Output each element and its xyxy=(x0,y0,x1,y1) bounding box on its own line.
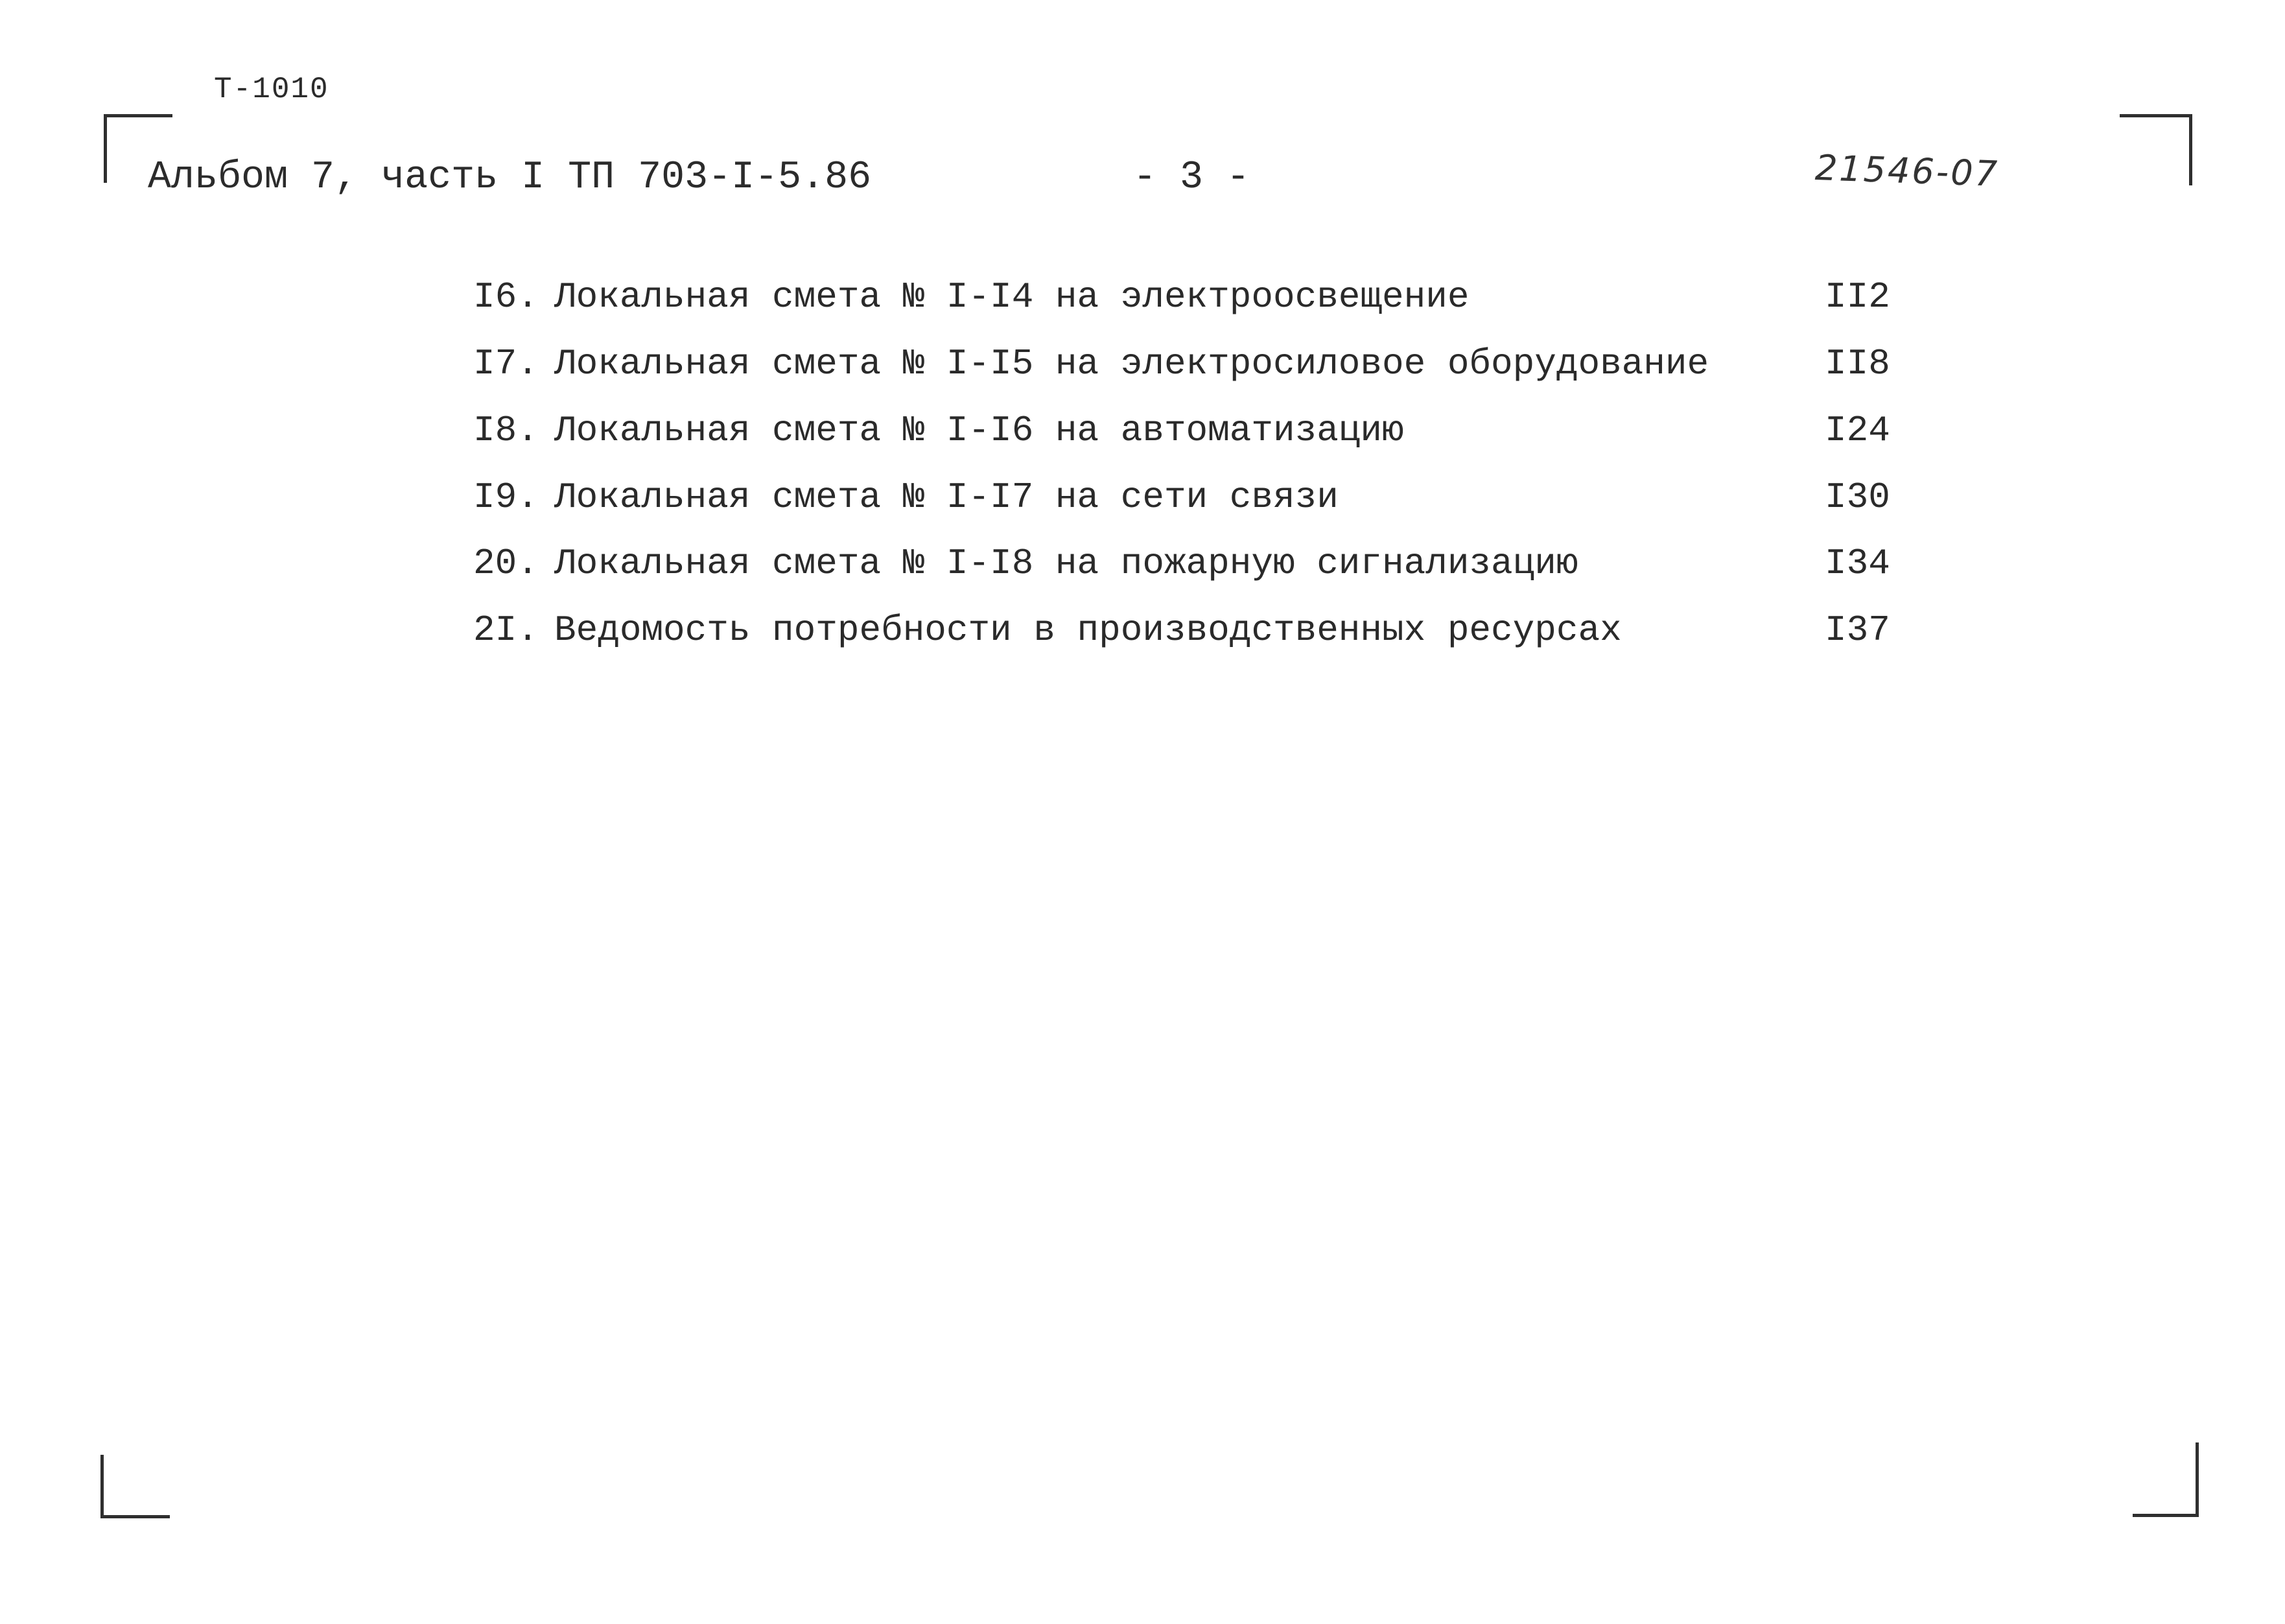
toc-entry xyxy=(0,543,2285,594)
document-stamp: Т-1010 xyxy=(214,73,329,106)
toc-entry-title: Локальная смета № I-I6 на автоматизацию xyxy=(554,410,1404,451)
toc-entry-title: Локальная смета № I-I5 на электросиловое оборудование xyxy=(554,343,1709,384)
toc-entry-number: 20. xyxy=(473,543,539,584)
toc-entry-number: 2I. xyxy=(473,609,539,651)
toc-entry-title: Локальная смета № I-I7 на сети связи xyxy=(554,477,1339,518)
toc-entry-number: I6. xyxy=(473,276,539,318)
toc-entry-page: I34 xyxy=(1825,543,1890,584)
toc-entry-page: II2 xyxy=(1825,276,1890,318)
document-code: 21546-07 xyxy=(1814,147,2000,194)
toc-entry-number: I8. xyxy=(473,410,539,451)
toc-entry xyxy=(0,609,2285,661)
toc-entry xyxy=(0,343,2285,395)
toc-entry-title: Ведомость потребности в производственных ресурсах xyxy=(554,609,1622,651)
toc-entry xyxy=(0,477,2285,528)
toc-entry-page: II8 xyxy=(1825,343,1890,384)
toc-entry-page: I30 xyxy=(1825,477,1890,518)
toc-entry-number: I7. xyxy=(473,343,539,384)
toc-entry xyxy=(0,276,2285,328)
toc-entry-number: I9. xyxy=(473,477,539,518)
page-number: - 3 - xyxy=(1133,156,1250,200)
toc-entry-title: Локальная смета № I-I4 на электроосвещение xyxy=(554,276,1470,318)
toc-entry-page: I37 xyxy=(1825,609,1890,651)
toc-entry-title: Локальная смета № I-I8 на пожарную сигнализацию xyxy=(554,543,1578,584)
toc-entry xyxy=(0,410,2285,462)
album-reference: Альбом 7, часть I ТП 703-I-5.86 xyxy=(148,156,872,200)
toc-entry-page: I24 xyxy=(1825,410,1890,451)
